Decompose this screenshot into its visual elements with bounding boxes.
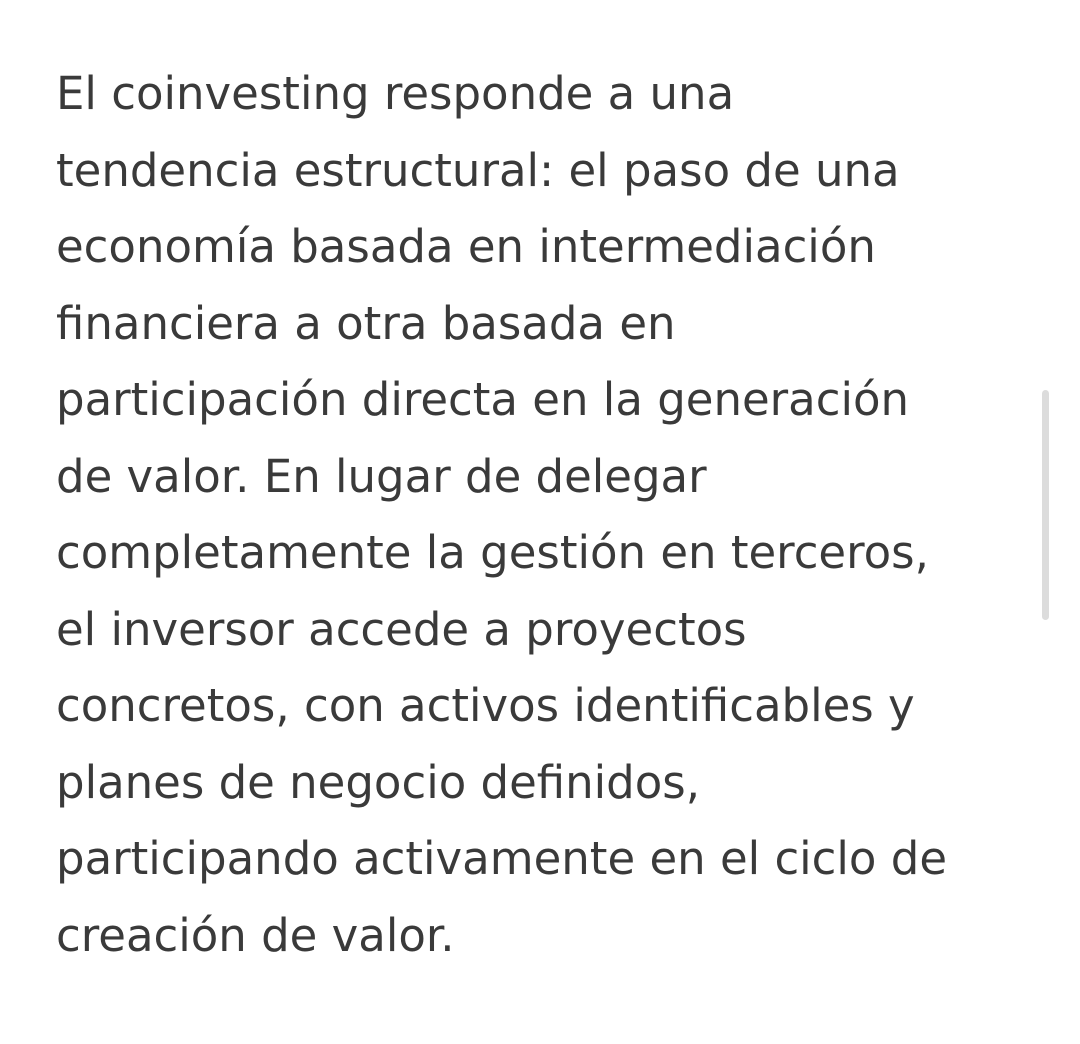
paragraph-line-1: El coinvesting responde a una [56, 67, 735, 120]
paragraph-line-8: el inversor accede a proyectos [56, 602, 747, 656]
paragraph-line-6: de valor. En lugar de delegar [56, 449, 707, 503]
paragraph-line-11: participando activamente en el ciclo de [56, 832, 948, 885]
paragraph-line-2: tendencia estructural: el paso de una [56, 143, 900, 197]
paragraph-line-7: completamente la gestión en terceros, [56, 526, 929, 579]
paragraph-line-10: planes de negocio definidos, [56, 755, 700, 809]
paragraph-line-3: economía basada en intermediación [56, 220, 876, 273]
paragraph-line-9: concretos, con activos identificables y [56, 679, 915, 732]
paragraph-line-5: participación directa en la generación [56, 373, 910, 426]
paragraph-line-12: creación de valor. [56, 908, 455, 962]
article-paragraph [56, 56, 1036, 974]
paragraph-line-4: financiera a otra basada en [56, 296, 676, 350]
scrollbar-thumb[interactable] [1042, 390, 1049, 620]
